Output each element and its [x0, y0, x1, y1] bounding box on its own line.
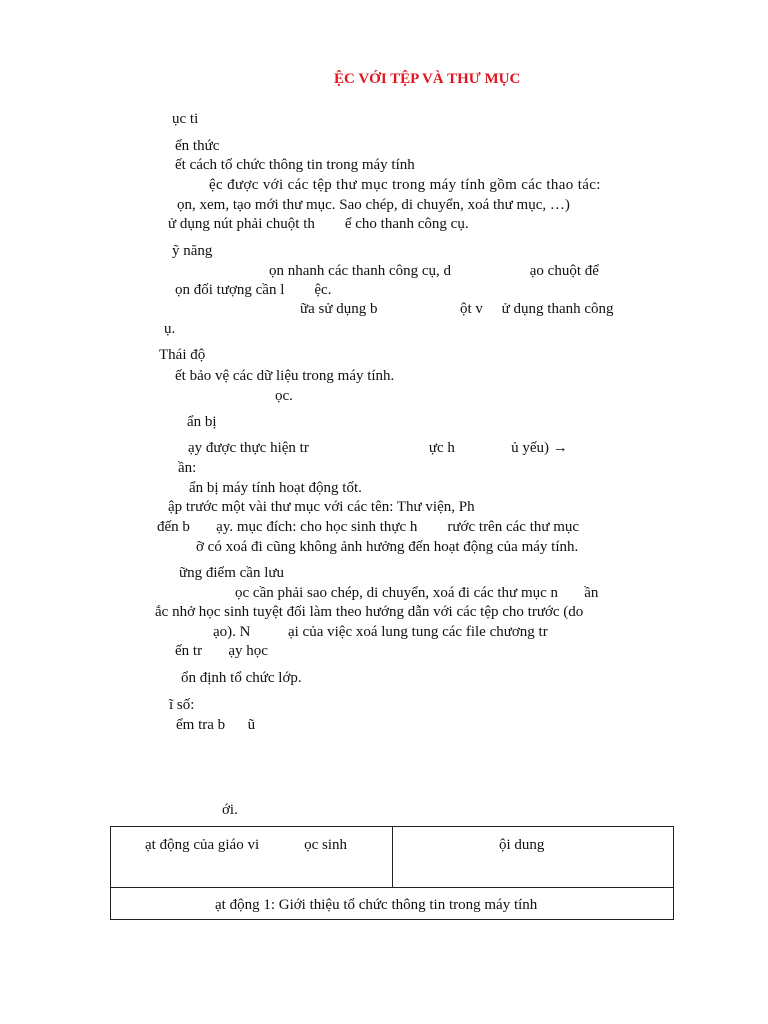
- text-line: đến b ạy. mục đích: cho học sinh thực h rước trên các thư mục: [157, 519, 580, 535]
- text-line: ọn đối tượng cần l ệc.: [175, 282, 332, 298]
- page-title: ỆC VỚI TỆP VÀ THƯ MỤC: [334, 71, 521, 87]
- text-line: ọn, xem, tạo mới thư mục. Sao chép, di chuyển, xoá thư mục, …): [177, 197, 570, 213]
- text-line: ững điểm cần lưu: [179, 565, 284, 581]
- text-line: ắc nhở học sinh tuyệt đối làm theo hướng dẫn với các tệp cho trước (do: [155, 604, 584, 620]
- text-line: ọc.: [275, 388, 293, 404]
- table-header-activity: ạt động của giáo vi ọc sinh: [145, 837, 348, 853]
- activity-table: [110, 826, 674, 920]
- text-line: ệc được với các tệp thư mục trong máy tính gồm các thao tác:: [209, 177, 601, 193]
- text-line: ỡ có xoá đi cũng không ảnh hưởng đến hoạt động của máy tính.: [196, 539, 579, 555]
- table-row-activity-1: ạt động 1: Giới thiệu tổ chức thông tin trong máy tính: [215, 897, 538, 913]
- text-line: ới.: [222, 802, 238, 818]
- text-line: ần:: [178, 460, 197, 476]
- text-line: ục ti: [172, 111, 199, 127]
- text-line: ạy được thực hiện tr ực h ủ yếu) →: [188, 440, 568, 456]
- text-line: ạo). N ại của việc xoá lung tung các file chương tr: [213, 624, 548, 640]
- table-header-content: ội dung: [499, 837, 545, 853]
- text-line: ết cách tổ chức thông tin trong máy tính: [175, 157, 415, 173]
- text-line: ỹ năng: [172, 243, 213, 259]
- text-line: ập trước một vài thư mục với các tên: Thư viện, Ph: [168, 499, 475, 515]
- text-line: ử dụng nút phải chuột th ể cho thanh công cụ.: [168, 216, 469, 232]
- text-line: ọc cần phải sao chép, di chuyển, xoá đi các thư mục n ần: [235, 585, 599, 601]
- text-line: ểm tra b ũ: [176, 717, 256, 733]
- table-header-row: [111, 827, 673, 888]
- text-line: ến thức: [175, 138, 220, 154]
- text-line: ữa sử dụng b ột v ử dụng thanh công: [300, 301, 614, 317]
- text-line: ẩn bị máy tính hoạt động tốt.: [189, 480, 362, 496]
- text-line: ết bảo vệ các dữ liệu trong máy tính.: [175, 368, 395, 384]
- text-line: Thái độ: [159, 347, 206, 363]
- text-line: ổn định tổ chức lớp.: [181, 670, 302, 686]
- text-line: ụ.: [164, 321, 176, 337]
- table-header-cell-activity: [111, 827, 393, 887]
- text-line: ến tr ạy học: [175, 643, 268, 659]
- text-line: ĩ số:: [169, 697, 195, 713]
- text-line: ẩn bị: [187, 414, 217, 430]
- text-line: ọn nhanh các thanh công cụ, d ạo chuột để: [269, 263, 599, 279]
